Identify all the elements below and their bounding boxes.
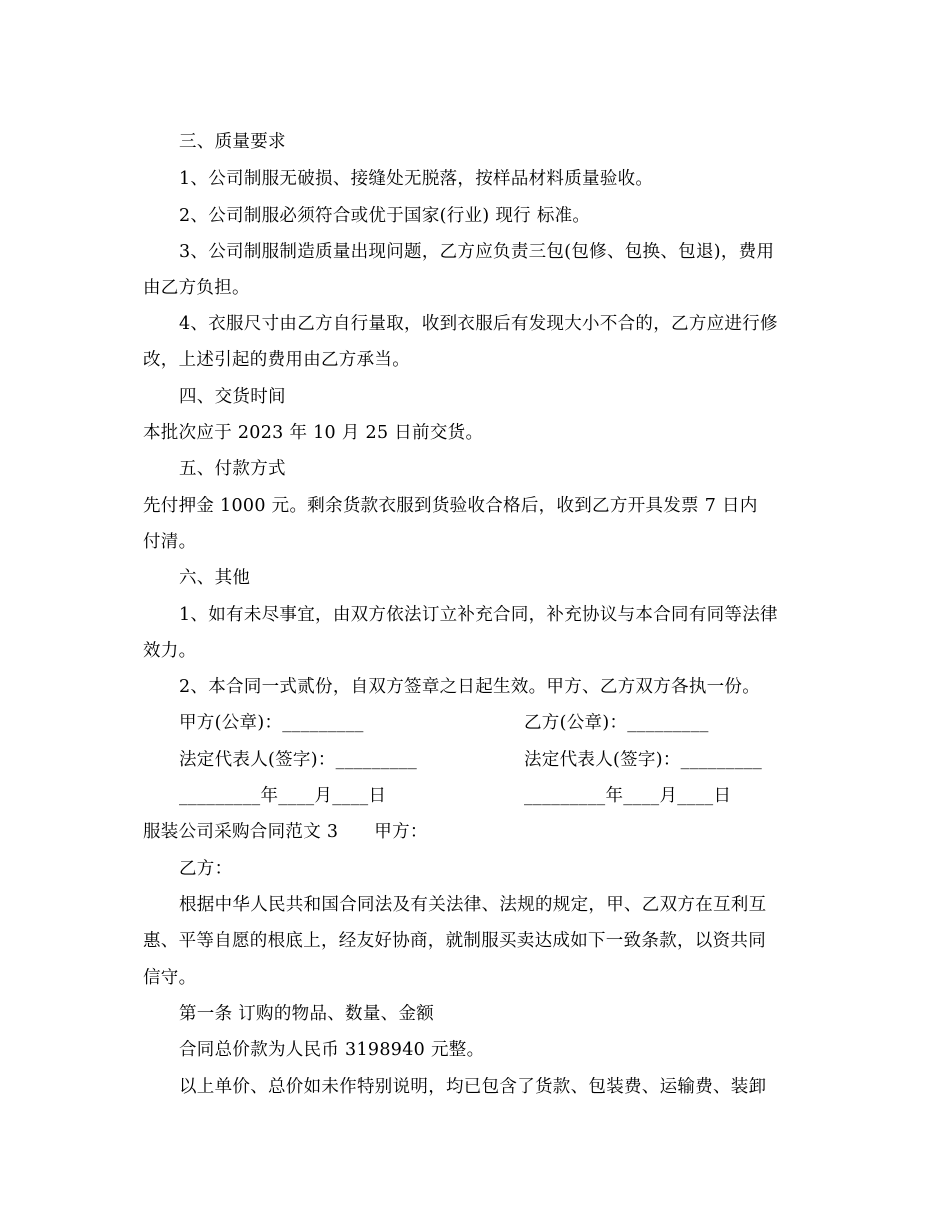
section3-heading: 三、质量要求: [179, 132, 286, 152]
section6-item-1: 1、如有未尽事宜，由双方依法订立补充合同，补充协议与本合同有同等法律: [179, 605, 778, 625]
section4-heading: 四、交货时间: [179, 387, 286, 407]
section6-heading: 六、其他: [179, 568, 251, 588]
contract3-intro-2: 惠、平等自愿的根底上，经友好协商，就制服买卖达成如下一致条款，以资共同: [143, 931, 766, 951]
section3-item-4-cont: 改，上述引起的费用由乙方承当。: [143, 350, 410, 370]
section6-item-2: 2、本合同一式贰份，自双方签章之日起生效。甲方、乙方双方各执一份。: [179, 677, 761, 697]
article1-heading: 第一条 订购的物品、数量、金额: [179, 1004, 435, 1024]
party-a-rep: 法定代表人(签字)：_________: [179, 750, 418, 770]
section5-heading: 五、付款方式: [179, 459, 286, 479]
article1-note: 以上单价、总价如未作特别说明，均已包含了货款、包装费、运输费、装卸: [179, 1077, 767, 1097]
section3-item-3-cont: 由乙方负担。: [143, 278, 250, 298]
section3-item-1: 1、公司制服无破损、接缝处无脱落，按样品材料质量验收。: [179, 169, 654, 189]
party-a-seal: 甲方(公章)：_________: [179, 713, 364, 733]
article1-total: 合同总价款为人民币 3198940 元整。: [179, 1040, 485, 1060]
party-a-date: _________年____月____日: [179, 786, 387, 806]
section3-item-2: 2、公司制服必须符合或优于国家(行业) 现行 标准。: [179, 206, 591, 226]
section3-item-3: 3、公司制服制造质量出现问题，乙方应负责三包(包修、包换、包退)，费用: [179, 242, 775, 262]
section3-item-4: 4、衣服尺寸由乙方自行量取，收到衣服后有发现大小不合的，乙方应进行修: [179, 314, 778, 334]
contract3-intro-3: 信守。: [143, 968, 197, 988]
section6-item-1-cont: 效力。: [143, 641, 197, 661]
contract3-title: 服装公司采购合同范文 3: [143, 822, 339, 842]
section4-text: 本批次应于 2023 年 10 月 25 日前交货。: [143, 423, 484, 443]
contract3-party-a: 甲方：: [374, 822, 428, 842]
contract3-party-b: 乙方：: [179, 859, 233, 879]
section5-text-1: 先付押金 1000 元。剩余货款衣服到货验收合格后，收到乙方开具发票 7 日内: [143, 496, 758, 516]
party-b-date: _________年____月____日: [524, 786, 732, 806]
contract3-title-line: [143, 820, 823, 844]
party-b-seal: 乙方(公章)：_________: [524, 713, 709, 733]
contract3-intro-1: 根据中华人民共和国合同法及有关法律、法规的规定，甲、乙双方在互利互: [179, 895, 767, 915]
section5-text-2: 付清。: [143, 532, 197, 552]
party-b-rep: 法定代表人(签字)：_________: [524, 750, 763, 770]
